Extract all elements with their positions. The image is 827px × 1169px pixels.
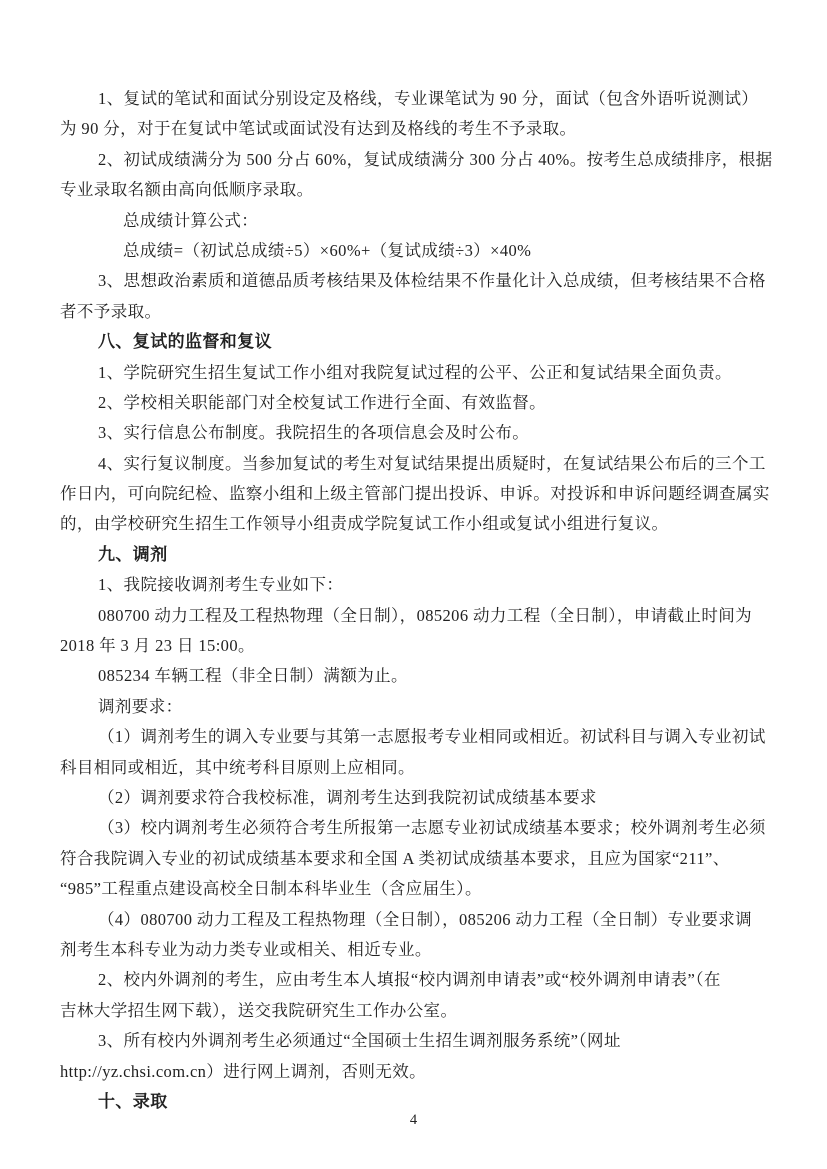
text-line: 吉林大学招生网下载），送交我院研究生工作办公室。 [60,1000,458,1020]
text-line: 1、复试的笔试和面试分别设定及格线，专业课笔试为 90 分，面试（包含外语听说测试） [98,89,759,108]
text-line: 者不予录取。 [60,301,162,321]
text-line: （4）080700 动力工程及工程热物理（全日制），085206 动力工程（全日制）专业要求调 [98,909,753,929]
text-line: 2、校内外调剂的考生，应由考生本人填报“校内调剂申请表”或“校外调剂申请表”（在 [98,970,721,990]
section-heading: 八、复试的监督和复议 [98,332,272,352]
text-line: 总成绩计算公式： [123,210,259,230]
text-line: http://yz.chsi.com.cn）进行网上调剂，否则无效。 [60,1061,427,1081]
text-line: 3、思想政治素质和道德品质考核结果及体检结果不作量化计入总成绩，但考核结果不合格 [98,271,766,291]
text-line: 专业录取名额由高向低顺序录取。 [60,180,314,200]
text-line: 3、实行信息公布制度。我院招生的各项信息会及时公布。 [98,423,530,443]
text-line: 总成绩=（初试总成绩÷5）×60%+（复试成绩÷3）×40% [123,240,532,260]
text-line: 4、实行复议制度。当参加复试的考生对复试结果提出质疑时，在复试结果公布后的三个工 [98,453,766,473]
text-line: （1）调剂考生的调入专业要与其第一志愿报考专业相同或相近。初试科目与调入专业初试 [98,727,766,747]
text-line: 2、学校相关职能部门对全校复试工作进行全面、有效监督。 [98,392,547,412]
text-line: 3、所有校内外调剂考生必须通过“全国硕士生招生调剂服务系统”（网址 [98,1031,621,1051]
section-heading: 十、录取 [98,1091,168,1111]
text-line: 为 90 分，对于在复试中笔试或面试没有达到及格线的考生不予录取。 [60,119,577,139]
text-line: “985”工程重点建设高校全日制本科毕业生（含应届生）。 [60,879,482,899]
section-heading: 九、调剂 [98,544,168,564]
text-line: 调剂要求： [98,696,183,716]
page-number: 4 [409,1112,418,1128]
text-line: 2、初试成绩满分为 500 分占 60%，复试成绩满分 300 分占 40%。按考生总成绩排序，根据 [98,149,773,169]
text-line: 剂考生本科专业为动力类专业或相关、相近专业。 [60,939,432,959]
text-line: 2018 年 3 月 23 日 15:00。 [60,636,255,656]
text-line: 085234 车辆工程（非全日制）满额为止。 [98,666,408,686]
text-line: 1、学院研究生招生复试工作小组对我院复试过程的公平、公正和复试结果全面负责。 [98,362,732,382]
text-line: 1、我院接收调剂考生专业如下： [98,575,344,595]
text-line: 080700 动力工程及工程热物理（全日制），085206 动力工程（全日制），申请截止时间为 [98,605,753,625]
text-line: 科目相同或相近，其中统考科目原则上应相同。 [60,757,415,777]
text-line: 符合我院调入专业的初试成绩基本要求和全国 A 类初试成绩基本要求，且应为国家“211”、 [60,848,730,868]
document-body [60,84,773,1117]
text-line: （3）校内调剂考生必须符合考生所报第一志愿专业初试成绩基本要求；校外调剂考生必须 [98,818,766,838]
text-line: 作日内，可向院纪检、监察小组和上级主管部门提出投诉、申诉。对投诉和申诉问题经调查属实 [60,484,770,504]
text-line: （2）调剂要求符合我校标准，调剂考生达到我院初试成绩基本要求 [98,787,597,807]
text-line: 的，由学校研究生招生工作领导小组责成学院复试工作小组或复试小组进行复议。 [60,514,669,534]
